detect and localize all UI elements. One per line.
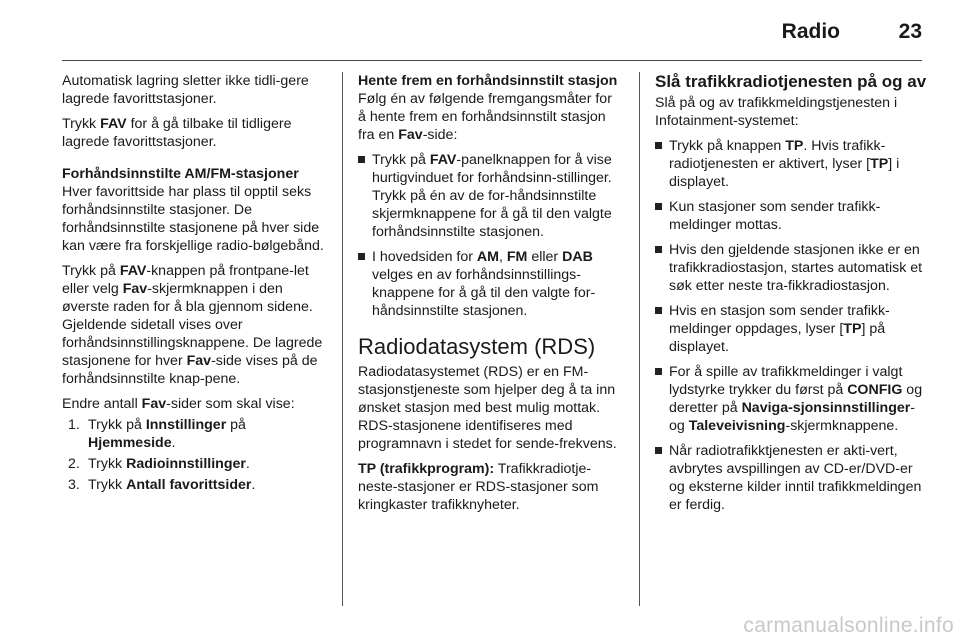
button-label-config: CONFIG: [847, 382, 903, 398]
band-label: AM: [476, 249, 499, 265]
list-item: [68, 416, 324, 452]
list-item: [655, 302, 927, 356]
list-item: [655, 198, 927, 234]
list-item: [655, 363, 927, 435]
section-heading: Slå trafikkradiotjenesten på og av: [655, 72, 927, 91]
term: TP (trafikkprogram):: [358, 461, 495, 477]
text: Kun stasjoner som sender trafikk-meldinger mottas.: [669, 199, 881, 233]
paragraph: [358, 460, 622, 514]
steps-list: [62, 416, 324, 494]
paragraph: Hver favorittside har plass til opptil seks forhåndsinnstilte stasjoner. De forhåndsinnstilte stasjonene på hver side kan være fra forskjellige radio-bølgebånd.: [62, 184, 324, 254]
page-number: 23: [898, 20, 922, 43]
text: .: [251, 477, 256, 493]
text: -skjermknappen i den øverste raden for å bla gjennom sidene. Gjeldende sidetall vises over forhåndsinnstillingsknappene. De lagrede stasjonene for hver: [62, 281, 323, 369]
indicator-tp: TP: [870, 156, 889, 172]
text: Trafikkradiotje-neste-stasjoner er RDS-stasjoner som kringkaster trafikknyheter.: [358, 461, 599, 513]
text: -knappen på frontpane-let eller velg: [62, 263, 309, 297]
text: - og: [669, 400, 916, 434]
list-item: [358, 151, 622, 241]
paragraph: [62, 395, 324, 413]
band-label: FM: [506, 249, 528, 265]
menu-label: Radioinnstillinger: [126, 456, 246, 472]
paragraph: [62, 115, 324, 151]
text: Trykk på knappen: [669, 138, 786, 154]
button-label-fav: Fav: [186, 353, 212, 369]
text: .: [171, 435, 176, 451]
section-heading: Radiodatasystem (RDS): [358, 334, 596, 359]
text: -side vises på de forhåndsinnstilte knap-pene.: [62, 353, 318, 387]
text: I hovedsiden for: [372, 249, 477, 265]
text: Trykk: [88, 477, 127, 493]
text: ] på displayet.: [669, 321, 886, 355]
list-item: [655, 241, 927, 295]
square-bullet-icon: [655, 307, 662, 314]
text: Endre antall: [62, 396, 142, 412]
text: For å spille av trafikkmeldinger i valgt lydstyrke trykker du først på: [669, 364, 903, 398]
header-rule: [62, 60, 922, 61]
text: på: [226, 417, 246, 433]
paragraph: [358, 90, 622, 144]
page-header: [62, 18, 922, 60]
step-number: 3.: [68, 477, 80, 493]
square-bullet-icon: [655, 142, 662, 149]
bullet-list: [358, 151, 622, 320]
square-bullet-icon: [655, 246, 662, 253]
menu-label: Hjemmeside: [88, 435, 172, 451]
text: Når radiotrafikktjenesten er akti-vert, avbrytes avspillingen av CD-er/DVD-er og eksterne kilder inntil trafikkmeldingen er ferdig.: [669, 443, 922, 513]
text: for å gå tilbake til tidligere lagrede favorittstasjoner.: [62, 116, 292, 150]
text: Trykk: [88, 456, 127, 472]
menu-label: Taleveivisning: [688, 418, 786, 434]
button-label-fav: FAV: [100, 116, 127, 132]
text: og deretter på: [669, 382, 923, 416]
column-2: [358, 72, 622, 521]
text: -skjermknappene.: [785, 418, 899, 434]
column-1: [62, 72, 324, 497]
text: . Hvis trafikk-radiotjenesten er aktivert, lyser [: [669, 138, 886, 172]
list-item: [655, 137, 927, 191]
subheading: Hente frem en forhåndsinnstilt stasjon: [358, 73, 618, 89]
list-item: [68, 455, 324, 473]
menu-label: Naviga-sjonsinnstillinger: [741, 400, 911, 416]
text: Trykk: [62, 116, 101, 132]
square-bullet-icon: [655, 368, 662, 375]
menu-label: Innstillinger: [145, 417, 227, 433]
text: -side:: [422, 127, 458, 143]
column-divider: [639, 72, 640, 606]
button-label-fav: Fav: [141, 396, 167, 412]
button-label-fav: Fav: [122, 281, 148, 297]
list-item: [358, 248, 622, 320]
indicator-tp: TP: [843, 321, 862, 337]
text: Trykk på: [88, 417, 146, 433]
button-label-fav: FAV: [429, 152, 457, 168]
text: ] i displayet.: [669, 156, 900, 190]
button-label-fav: FAV: [119, 263, 147, 279]
column-3: [655, 72, 927, 521]
button-label-fav: Fav: [398, 127, 423, 143]
paragraph: [62, 262, 324, 388]
text: Trykk på: [62, 263, 120, 279]
bullet-list: [655, 137, 927, 514]
text: Hvis en stasjon som sender trafikk-meldinger oppdages, lyser [: [669, 303, 890, 337]
step-number: 2.: [68, 456, 80, 472]
list-item: [68, 476, 324, 494]
text: .: [245, 456, 250, 472]
text: eller: [527, 249, 563, 265]
subheading: Forhåndsinnstilte AM/FM-stasjoner: [62, 166, 299, 182]
paragraph: Automatisk lagring sletter ikke tidli-gere lagrede favorittstasjoner.: [62, 73, 309, 107]
paragraph: Slå på og av trafikkmeldingstjenesten i Infotainment-systemet:: [655, 95, 898, 129]
button-label-tp: TP: [785, 138, 804, 154]
watermark: carmanualsonline.info: [743, 614, 954, 637]
text: velges en av forhåndsinnstillings-knappene for å gå til den valgte for-håndsinnstilte stasjonen.: [372, 267, 596, 319]
square-bullet-icon: [358, 156, 365, 163]
list-item: [655, 442, 927, 514]
text: Hvis den gjeldende stasjonen ikke er en trafikkradiostasjon, startes automatisk et søk etter neste tra-fikkradiostasjon.: [669, 242, 923, 294]
section-title: Radio: [781, 20, 840, 43]
step-number: 1.: [68, 417, 80, 433]
menu-label: Antall favorittsider: [126, 477, 252, 493]
square-bullet-icon: [655, 447, 662, 454]
text: ,: [498, 249, 507, 265]
square-bullet-icon: [358, 253, 365, 260]
band-label: DAB: [562, 249, 593, 265]
text: Følg én av følgende fremgangsmåter for å hente frem en forhåndsinnstilt stasjon fra en: [358, 91, 612, 143]
square-bullet-icon: [655, 203, 662, 210]
text: -sider som skal vise:: [166, 396, 295, 412]
text: -panelknappen for å vise hurtigvinduet for forhåndsinn-stillinger. Trykk på én av de for-håndsinnstilte skjermknappene for å gå til den valgte forhåndsinnstilte stasjonen.: [372, 152, 612, 240]
text: Trykk på: [372, 152, 430, 168]
paragraph: Radiodatasystemet (RDS) er en FM-stasjonstjeneste som hjelper deg å ta inn ønsket stasjon med best mulig mottak. RDS-stasjonene identifiseres med programnavn i stedet for sende-frekvens.: [358, 364, 617, 452]
column-divider: [342, 72, 343, 606]
